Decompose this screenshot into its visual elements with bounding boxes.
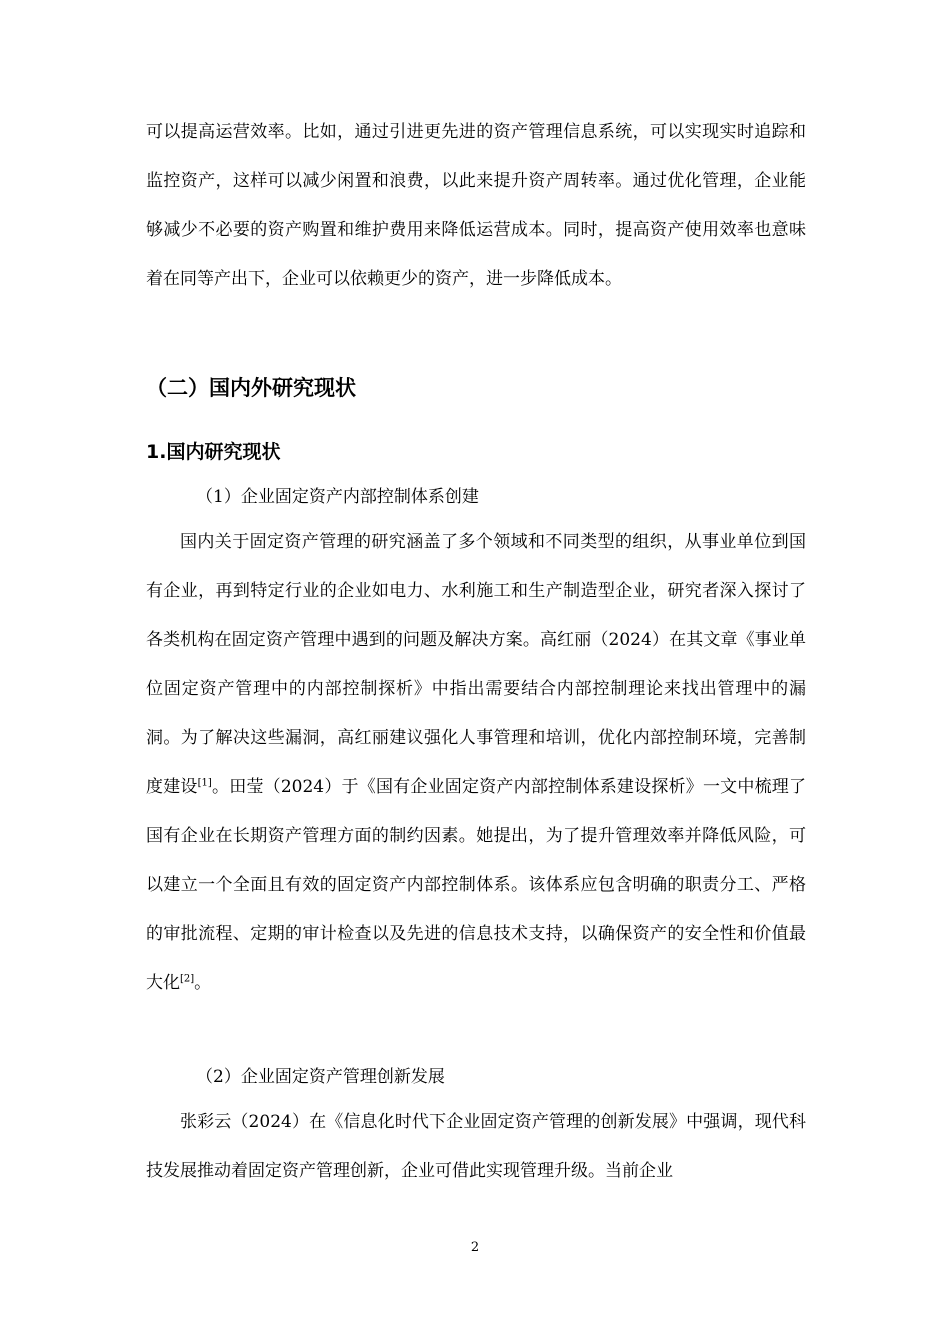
paragraph-domestic-research	[146, 518, 806, 1008]
citation-2: [2]	[180, 973, 195, 985]
page-number: 2	[470, 1240, 480, 1255]
item-heading-2: （2）企业固定资产管理创新发展	[196, 1067, 445, 1087]
paragraph-text-a: 国内关于固定资产管理的研究涵盖了多个领域和不同类型的组织，从事业单位到国有企业，再到特定行业的企业如电力、水利施工和生产制造型企业，研究者深入探讨了各类机构在固定资产管理中遇到的问题及解决方案。高红丽（2024）在其文章《事业单位固定资产管理中的内部控制探析》中指出需要结合内部控制理论来找出管理中的漏洞。为了解决这些漏洞，高红丽建议强化人事管理和培训，优化内部控制环境，完善制度建设	[146, 532, 806, 797]
paragraph-efficiency: 可以提高运营效率。比如，通过引进更先进的资产管理信息系统，可以实现实时追踪和监控资产，这样可以减少闲置和浪费，以此来提升资产周转率。通过优化管理，企业能够减少不必要的资产购置和维护费用来降低运营成本。同时，提高资产使用效率也意味着在同等产出下，企业可以依赖更少的资产，进一步降低成本。	[146, 122, 806, 289]
item-heading-1: （1）企业固定资产内部控制体系创建	[196, 487, 479, 507]
subsection-heading: 1.国内研究现状	[146, 441, 281, 463]
citation-1: [1]	[197, 777, 212, 789]
paragraph-text-b: 。田莹（2024）于《国有企业固定资产内部控制体系建设探析》一文中梳理了国有企业在长期资产管理方面的制约因素。她提出，为了提升管理效率并降低风险，可以建立一个全面且有效的固定资产内部控制体系。该体系应包含明确的职责分工、严格的审批流程、定期的审计检查以及先进的信息技术支持，以确保资产的安全性和价值最大化	[146, 777, 807, 993]
paragraph-innovation: 张彩云（2024）在《信息化时代下企业固定资产管理的创新发展》中强调，现代科技发展推动着固定资产管理创新，企业可借此实现管理升级。当前企业	[146, 1112, 806, 1181]
paragraph-text-c: 。	[194, 973, 212, 993]
section-heading: （二）国内外研究现状	[146, 376, 356, 400]
